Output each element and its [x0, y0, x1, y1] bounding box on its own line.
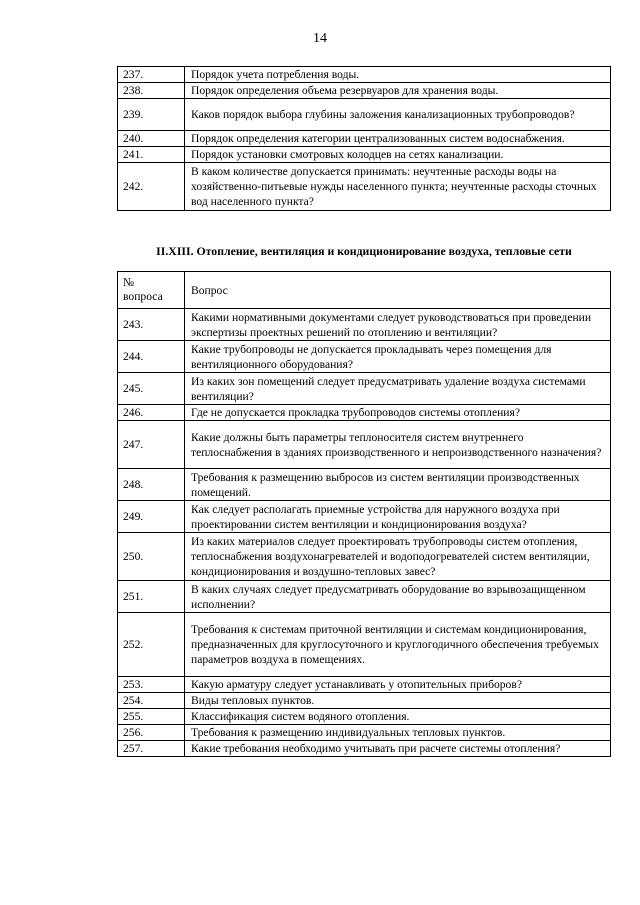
question-number: 240. — [118, 131, 185, 147]
question-number: 249. — [118, 501, 185, 533]
section-heading: II.XIII. Отопление, вентиляция и кондиционирование воздуха, тепловые сети — [156, 244, 572, 258]
table-row — [118, 83, 611, 99]
question-text: В каком количестве допускается принимать: неучтенные расходы воды на хозяйственно-питьевые нужды населенного пункта; неучтенные расходы сточных вод населенного пункта? — [185, 163, 611, 211]
questions-table-top — [117, 66, 611, 211]
table-row — [118, 341, 611, 373]
question-number: 237. — [118, 67, 185, 83]
table-row — [118, 421, 611, 469]
question-number: 242. — [118, 163, 185, 211]
question-number: 241. — [118, 147, 185, 163]
question-text: Виды тепловых пунктов. — [185, 693, 611, 709]
table-row — [118, 533, 611, 581]
table-row — [118, 501, 611, 533]
table-row — [118, 131, 611, 147]
table-row — [118, 163, 611, 211]
question-number: 252. — [118, 613, 185, 677]
table-row — [118, 693, 611, 709]
table-row — [118, 309, 611, 341]
question-number: 247. — [118, 421, 185, 469]
question-number: 256. — [118, 725, 185, 741]
question-number: 244. — [118, 341, 185, 373]
questions-table-bottom — [117, 271, 611, 757]
question-text: Требования к размещению выбросов из систем вентиляции производственных помещений. — [185, 469, 611, 501]
question-text: Какие трубопроводы не допускается прокладывать через помещения для вентиляционного оборудования? — [185, 341, 611, 373]
question-number: 257. — [118, 741, 185, 757]
question-text: Каков порядок выбора глубины заложения канализационных трубопроводов? — [185, 99, 611, 131]
table-row — [118, 709, 611, 725]
question-number: 248. — [118, 469, 185, 501]
question-text: Какими нормативными документами следует руководствоваться при проведении экспертизы проектных решений по отоплению и вентиляции? — [185, 309, 611, 341]
table-row — [118, 373, 611, 405]
question-text: Какую арматуру следует устанавливать у отопительных приборов? — [185, 677, 611, 693]
column-header-number — [118, 272, 185, 309]
question-text: Как следует располагать приемные устройства для наружного воздуха при проектировании систем вентиляции и кондиционирования воздуха? — [185, 501, 611, 533]
table-row — [118, 581, 611, 613]
question-text: Из каких зон помещений следует предусматривать удаление воздуха системами вентиляции? — [185, 373, 611, 405]
question-text: Требования к системам приточной вентиляции и системам кондиционирования, предназначенных для круглосуточного и круглогодичного обеспечения требуемых параметров воздуха в помещениях. — [185, 613, 611, 677]
question-text: Порядок определения категории централизованных систем водоснабжения. — [185, 131, 611, 147]
column-header-question: Вопрос — [185, 272, 611, 309]
question-number: 245. — [118, 373, 185, 405]
question-text: Порядок учета потребления воды. — [185, 67, 611, 83]
question-number: 239. — [118, 99, 185, 131]
table-row — [118, 469, 611, 501]
column-header-number-symbol: № — [123, 276, 135, 289]
table-row — [118, 741, 611, 757]
question-number: 250. — [118, 533, 185, 581]
table-row — [118, 405, 611, 421]
table-header-row — [118, 272, 611, 309]
question-number: 243. — [118, 309, 185, 341]
page-number: 14 — [313, 31, 327, 46]
table-row — [118, 677, 611, 693]
question-number: 254. — [118, 693, 185, 709]
table-row — [118, 147, 611, 163]
table-row — [118, 613, 611, 677]
question-number: 253. — [118, 677, 185, 693]
table-row — [118, 99, 611, 131]
question-number: 251. — [118, 581, 185, 613]
question-text: Порядок определения объема резервуаров для хранения воды. — [185, 83, 611, 99]
table-row — [118, 725, 611, 741]
question-text: Где не допускается прокладка трубопроводов системы отопления? — [185, 405, 611, 421]
column-header-number-word: вопроса — [123, 290, 163, 303]
table-row — [118, 67, 611, 83]
question-text: Порядок установки смотровых колодцев на сетях канализации. — [185, 147, 611, 163]
question-text: Какие требования необходимо учитывать при расчете системы отопления? — [185, 741, 611, 757]
question-number: 246. — [118, 405, 185, 421]
question-number: 255. — [118, 709, 185, 725]
question-text: Какие должны быть параметры теплоносителя систем внутреннего теплоснабжения в зданиях производственного и непроизводственного назначения? — [185, 421, 611, 469]
question-text: В каких случаях следует предусматривать оборудование во взрывозащищенном исполнении? — [185, 581, 611, 613]
question-text: Требования к размещению индивидуальных тепловых пунктов. — [185, 725, 611, 741]
question-number: 238. — [118, 83, 185, 99]
question-text: Классификация систем водяного отопления. — [185, 709, 611, 725]
question-text: Из каких материалов следует проектировать трубопроводы систем отопления, теплоснабжения воздухонагревателей и водоподогревателей систем вентиляции, кондиционирования и воздушно-тепловых завес? — [185, 533, 611, 581]
